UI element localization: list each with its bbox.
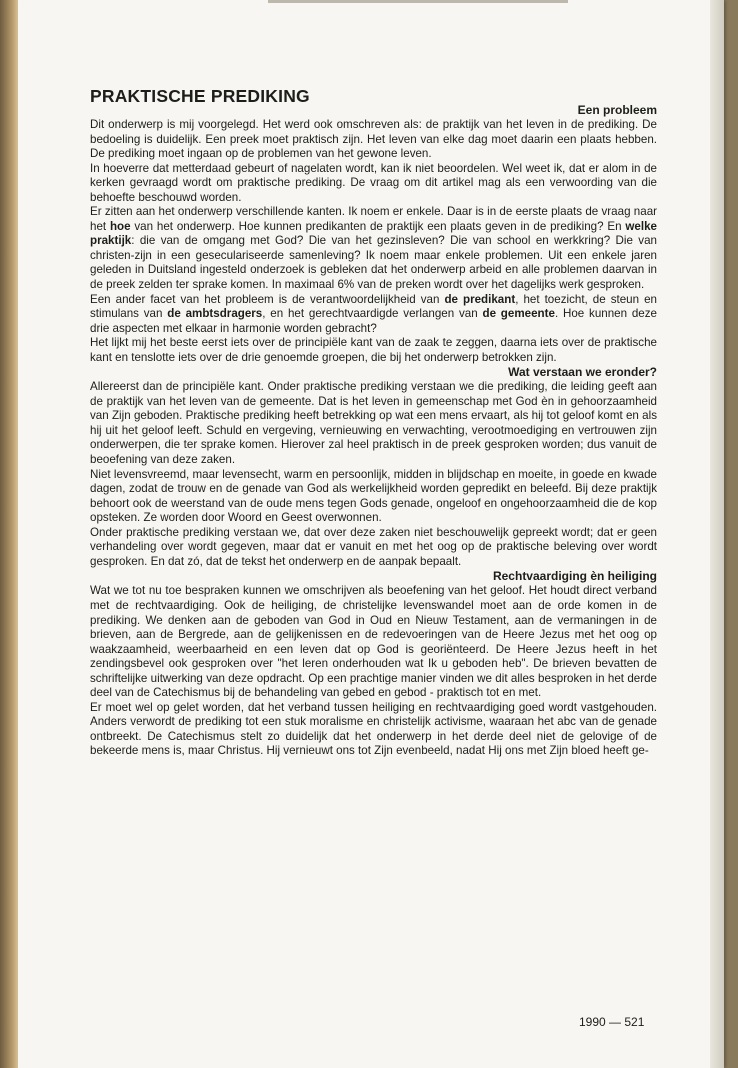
paragraph — [90, 380, 657, 467]
page-edge — [710, 0, 724, 1068]
text-run: Dit onderwerp is mij voorgelegd. Het werd ook omschreven als: de praktijk van het leven in de prediking. De bedoeling is duidelijk. Een preek moet praktisch zijn. Het leven van elke dag moet daarin een plaats hebben. De prediking moet ingaan op de problemen van het gewone leven. — [90, 118, 657, 161]
page-number: 1990 — 521 — [579, 1015, 645, 1029]
emphasis: welke praktijk — [90, 219, 657, 248]
text-run: van het onderwerp. Hoe kunnen predikanten de praktijk een plaats geven in de prediking? En — [130, 219, 626, 233]
text-run: Allereerst dan de principiële kant. Onder praktische prediking verstaan we die prediking, die leiding geeft aan de praktijk van het leven van de gemeente. Dat is het leven in gemeenschap met God èn in gehoorzaamheid van Zijn geboden. Praktische prediking heeft betrekking op wat een mens ervaart, als hij tot geloof komt en als hij uit het geloof leeft. Schuld en vergeving, vernieuwing en verwachting, verootmoediging en vertrouwen zijn onderwerpen, die ter sprake komen. Hierover zal heel praktisch in de preek gesproken worden; dus vanuit de beoefening van deze zaken. — [90, 380, 657, 467]
text-run: Wat we tot nu toe bespraken kunnen we omschrijven als beoefening van het geloof. Het houdt direct verband met de rechtvaardiging. Ook de heiliging, de christelijke levenswandel moet aan de orde komen in de prediking. We denken aan de geboden van God in Oud en Nieuw Testament, aan de vermaningen in de brieven, aan de Bergrede, aan de gelijkenissen en de redevoeringen van de Heere Jezus met het oog op waakzaamheid, weerbaarheid en een leven dat op God is georiënteerd. De Heere Jezus heeft in het zendingsbevel ook gesproken over "het leren onderhouden wat Ik u geboden heb". De brieven bevatten de schriftelijke uitwerking van deze opdracht. Op een prachtige manier vinden we dit alles besproken in het derde deel van de Catechismus bij de behandeling van gebed en gebod - praktisch tot en met. — [90, 584, 657, 700]
paragraph — [90, 336, 657, 365]
emphasis: de predikant — [444, 292, 516, 306]
paragraph — [90, 468, 657, 526]
book-binding — [0, 0, 18, 1068]
text-run: Niet levensvreemd, maar levensecht, warm en persoonlijk, midden in blijdschap en moeite, in goede en kwade dagen, zodat de trouw en de genade van God als werkelijkheid worden gepredikt en beleefd. Bij deze praktijk behoort ook de weerstand van de oude mens tegen Gods genade, ongeloof en ongehoorzaamheid die de kop opsteken. Ze worden door Woord en Geest overwonnen. — [90, 467, 657, 525]
emphasis: de gemeente — [482, 307, 555, 321]
paragraph — [90, 118, 657, 162]
section-heading: Rechtvaardiging èn heiliging — [492, 569, 657, 584]
paragraph — [90, 701, 657, 759]
text-run: Onder praktische prediking verstaan we, dat over deze zaken niet beschouwelijk gepreekt wordt; dat er geen verhandeling over wordt gegeven, maar dat er vanuit en met het oog op de praktische beleving over wordt gesproken. En dat zó, dat de tekst het onderwerp en de aanpak bepaalt. — [90, 525, 657, 568]
emphasis: de ambtsdragers — [167, 307, 263, 321]
article — [90, 86, 657, 759]
section-heading: Een probleem — [577, 103, 657, 117]
text-run: : die van de omgang met God? Die van het gezinsleven? Die van school en werkkring? Die van christen-zijn in een geseculariseerde samenleving? Ik noem maar enkele problemen. Uit een enkele jaren geleden in Duitsland ingesteld onderzoek is gebleken dat het onderwerp arbeid en alle problemen daarvan in de preek zelden ter sprake komen. In maximaal 6% van de preken wordt over het dagelijks werk gesproken. — [90, 234, 657, 292]
text-run: Het lijkt mij het beste eerst iets over de principiële kant van de zaak te zeggen, daarna iets over de praktische kant en tenslotte iets over de drie genoemde groepen, die bij het onderwerp betrokken zijn. — [90, 336, 657, 364]
paragraph — [90, 293, 657, 337]
paragraph — [90, 526, 657, 570]
emphasis: hoe — [109, 219, 131, 233]
paragraph — [90, 162, 657, 206]
text-run: , en het gerechtvaardigde verlangen van — [262, 307, 483, 321]
paragraph — [90, 584, 657, 700]
text-run: , het toezicht, de steun en stimulans van — [90, 292, 657, 321]
article-title: PRAKTISCHE PREDIKING — [90, 86, 310, 106]
text-run: Er zitten aan het onderwerp verschillende kanten. Ik noem er enkele. Daar is in de eerste plaats de vraag naar het — [90, 205, 657, 233]
text-run: Er moet wel op gelet worden, dat het verband tussen heiliging en rechtvaardiging goed wordt vastgehouden. Anders verwordt de prediking tot een stuk moralisme en christelijk activisme, waaraan het abc van de genade ontbreekt. De Catechismus stelt zo duidelijk dat het onderwerp in het derde deel niet de gelovige of de bekeerde mens is, maar Christus. Hij vernieuwt ons tot Zijn evenbeeld, nadat Hij ons met Zijn bloed heeft ge- — [90, 700, 657, 758]
section-heading: Wat verstaan we eronder? — [508, 365, 657, 380]
paragraph — [90, 205, 657, 292]
text-run: In hoeverre dat metterdaad gebeurt of nagelaten wordt, kan ik niet beoordelen. Wel weet ik, dat er alom in de kerken gevraagd wordt om praktische prediking. De vraag om dit artikel mag als een verwoording van die behoefte beschouwd worden. — [90, 161, 657, 204]
text-run: Een ander facet van het probleem is de verantwoordelijkheid van — [90, 292, 445, 306]
article-body — [90, 103, 657, 759]
top-rule — [268, 0, 568, 3]
text-run: . Hoe kunnen deze drie aspecten met elkaar in harmonie worden gebracht? — [90, 307, 657, 335]
page — [18, 0, 724, 1068]
